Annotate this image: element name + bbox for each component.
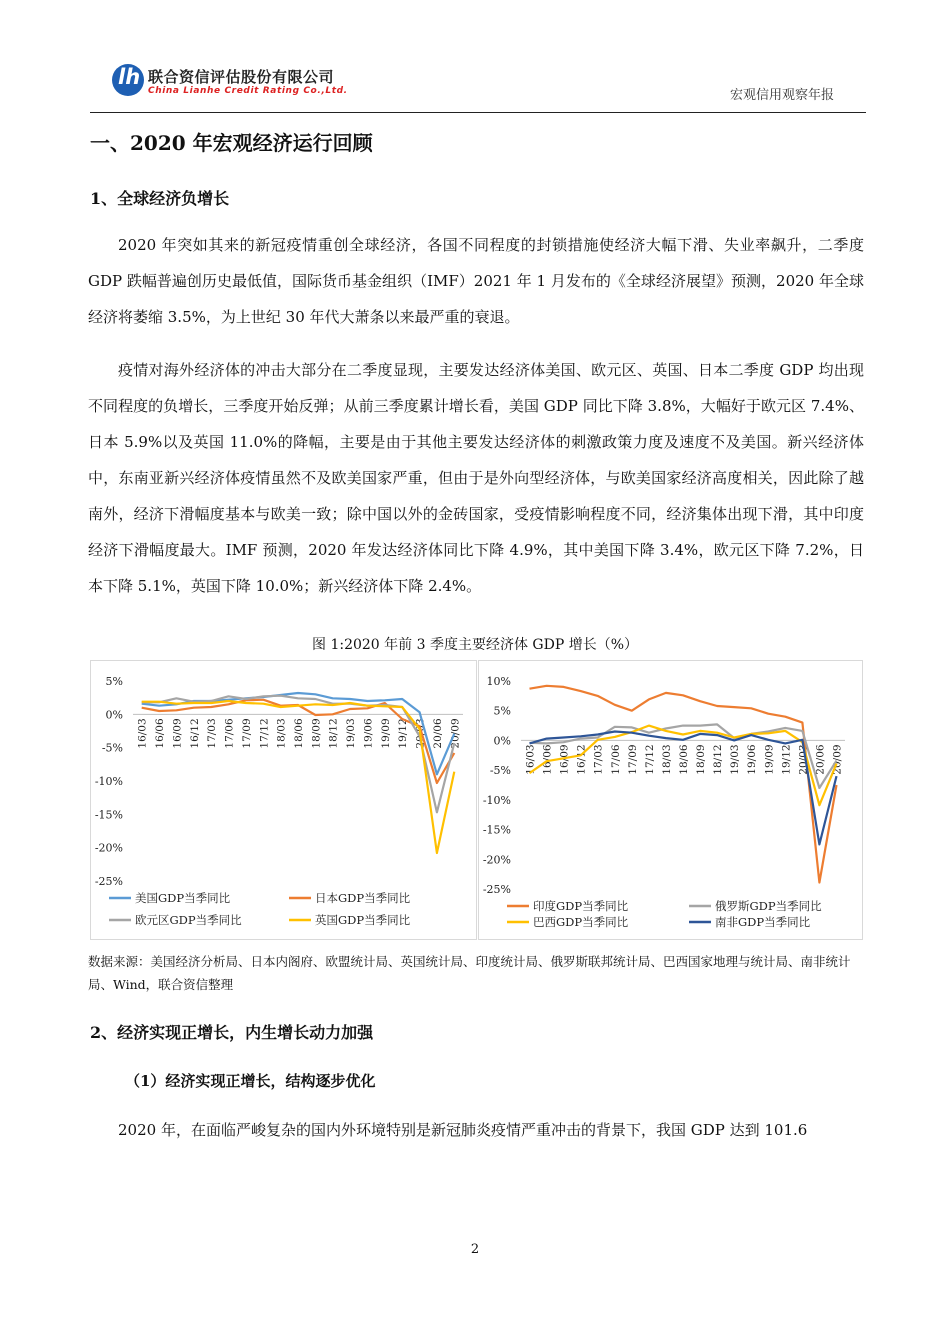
x-tick-label: 20/06 <box>814 744 827 775</box>
page-number: 2 <box>470 1242 480 1257</box>
y-tick-label: 10% <box>486 675 511 688</box>
x-tick-label: 19/06 <box>746 744 759 775</box>
subsection-title-2-1: （1）经济实现正增长，结构逐步优化 <box>125 1072 376 1090</box>
y-tick-label: 5% <box>105 675 123 688</box>
x-tick-label: 18/12 <box>712 744 725 775</box>
x-tick-label: 17/06 <box>609 744 622 775</box>
paragraph-3: 2020 年，在面临严峻复杂的国内外环境特别是新冠肺炎疫情严重冲击的背景下，我国 GDP 达到 101.6 <box>118 1121 808 1139</box>
chart-emerging-svg <box>479 661 862 939</box>
y-tick-label: -10% <box>482 793 511 807</box>
x-tick-label: 19/12 <box>780 744 793 775</box>
chart-developed <box>90 660 477 940</box>
company-name-en: China Lianhe Credit Rating Co.,Ltd. <box>148 86 348 96</box>
y-tick-label: 0% <box>105 708 123 722</box>
x-tick-label: 19/03 <box>345 718 358 749</box>
paragraph-1: 2020 年突如其来的新冠疫情重创全球经济，各国不同程度的封锁措施使经济大幅下滑、失业率飙升，二季度 GDP 跌幅普遍创历史最低值，国际货币基金组织（IMF）2021 年 1 月发布的《全球经济展望》预测，2020 年全球经济将萎缩 3.5%，为上世纪 30 年代大萧条以来最严重的衰退。 <box>88 236 864 326</box>
y-tick-label: -20% <box>94 841 123 855</box>
x-tick-label: 17/12 <box>258 718 271 749</box>
legend-label: 欧元区GDP当季同比 <box>135 913 242 927</box>
x-tick-label: 16/09 <box>171 718 184 749</box>
x-tick-label: 20/03 <box>797 744 810 775</box>
legend-label: 美国GDP当季同比 <box>135 891 231 905</box>
x-tick-label: 19/09 <box>379 718 392 749</box>
legend-label: 英国GDP当季同比 <box>315 913 411 927</box>
x-tick-label: 17/09 <box>240 718 253 749</box>
x-tick-label: 17/03 <box>206 718 219 749</box>
x-tick-label: 19/09 <box>763 744 776 775</box>
report-name: 宏观信用观察年报 <box>729 88 834 103</box>
page-header <box>90 62 866 113</box>
chart-developed-svg <box>91 661 476 939</box>
figure-source: 数据来源：美国经济分析局、日本内阁府、欧盟统计局、英国统计局、印度统计局、俄罗斯联邦统计局、巴西国家地理与统计局、南非统计局、Wind，联合资信整理 <box>88 954 851 992</box>
x-tick-label: 20/06 <box>431 718 444 749</box>
company-name-cn: 联合资信评估股份有限公司 <box>148 68 335 86</box>
y-tick-label: -15% <box>94 808 123 822</box>
legend-label: 日本GDP当季同比 <box>315 891 411 905</box>
y-tick-label: -25% <box>482 883 511 896</box>
x-tick-label: 19/03 <box>729 744 742 775</box>
x-tick-label: 18/03 <box>275 718 288 749</box>
legend-label: 印度GDP当季同比 <box>533 899 629 913</box>
y-tick-label: 0% <box>493 734 511 748</box>
x-tick-label: 19/06 <box>362 718 375 749</box>
x-tick-label: 18/06 <box>293 718 305 749</box>
x-tick-label: 16/06 <box>154 718 167 749</box>
x-tick-label: 18/09 <box>695 744 708 775</box>
x-tick-label: 16/03 <box>524 744 537 775</box>
subsection-title-1: 1、全球经济负增长 <box>90 189 230 208</box>
y-tick-label: -25% <box>94 875 123 888</box>
y-tick-label: -10% <box>94 775 123 788</box>
series-line <box>530 686 837 883</box>
section-title: 一、2020 年宏观经济运行回顾 <box>90 131 373 155</box>
chart-emerging <box>478 660 863 940</box>
y-tick-label: -5% <box>101 741 123 755</box>
x-tick-label: 17/06 <box>223 718 236 749</box>
x-tick-label: 18/09 <box>310 718 323 749</box>
company-logo-icon: lh <box>112 64 144 96</box>
x-tick-label: 20/09 <box>449 718 462 749</box>
x-tick-label: 16/12 <box>188 718 201 749</box>
y-tick-label: -15% <box>482 823 511 837</box>
legend-label: 南非GDP当季同比 <box>715 915 811 929</box>
legend-label: 俄罗斯GDP当季同比 <box>715 899 822 913</box>
x-tick-label: 16/12 <box>575 744 588 775</box>
x-tick-label: 18/12 <box>327 718 340 749</box>
x-tick-label: 19/12 <box>397 718 410 749</box>
x-tick-label: 16/03 <box>136 718 149 749</box>
x-tick-label: 17/12 <box>643 744 656 775</box>
legend-label: 巴西GDP当季同比 <box>533 915 629 929</box>
y-tick-label: 5% <box>493 704 511 718</box>
figure-title: 图 1:2020 年前 3 季度主要经济体 GDP 增长（%） <box>312 637 638 653</box>
x-tick-label: 17/09 <box>626 744 639 775</box>
subsection-title-2: 2、经济实现正增长，内生增长动力加强 <box>90 1023 374 1042</box>
x-tick-label: 17/03 <box>592 744 605 775</box>
x-tick-label: 18/03 <box>660 744 673 775</box>
y-tick-label: -20% <box>482 853 511 867</box>
x-tick-label: 20/03 <box>414 718 427 749</box>
paragraph-2: 疫情对海外经济体的冲击大部分在二季度显现，主要发达经济体美国、欧元区、英国、日本二季度 GDP 均出现不同程度的负增长，三季度开始反弹；从前三季度累计增长看，美国 GDP 同比下降 3.8%，大幅好于欧元区 7.4%、日本 5.9%以及英国 11.0%的降幅，主要是由于其他主要发达经济体的刺激政策力度及速度不及美国。新兴经济体中，东南亚新兴经济体疫情虽然不及欧美国家严重，但由于是外向型经济体，与欧美国家经济高度相关，因此除了越南外，经济下滑幅度基本与欧美一致；除中国以外的金砖国家，受疫情影响程度不同，经济集体出现下滑，其中印度经济下滑幅度最大。IMF 预测，2020 年发达经济体同比下降 4.9%，其中美国下降 3.4%，欧元区下降 7.2%，日本下降 5.1%，英国下降 10.0%；新兴经济体下降 2.4%。 <box>88 361 864 595</box>
x-tick-label: 16/06 <box>541 744 554 775</box>
y-tick-label: -5% <box>489 764 511 778</box>
x-tick-label: 18/06 <box>678 744 690 775</box>
x-tick-label: 20/09 <box>831 744 844 775</box>
x-tick-label: 16/09 <box>558 744 571 775</box>
